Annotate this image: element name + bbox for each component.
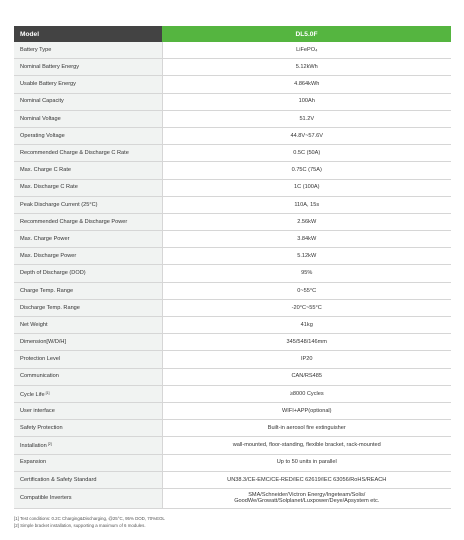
spec-label-text: Nominal Battery Energy (20, 64, 80, 71)
spec-label (14, 488, 162, 508)
spec-value: Built-in aerosol fire extinguisher (162, 420, 451, 437)
spec-label-text: Max. Discharge Power (20, 253, 77, 260)
spec-label-text: Compatible Inverters (20, 495, 72, 502)
spec-label-text: Battery Type (20, 46, 52, 53)
spec-value: 0.75C (75A) (162, 162, 451, 179)
spec-label (14, 76, 162, 93)
spec-label-text: Protection Level (20, 356, 61, 363)
footnote-1: [1] Test conditions: 0.2C Charging&Discharging, @25°C, 95% DOD, 70%EOL (14, 515, 165, 521)
spec-value (162, 488, 451, 508)
spec-value: 95% (162, 265, 451, 282)
spec-value: 41kg (162, 317, 451, 334)
footnote-2: [2] Simple bracket installation, supporting a maximum of 6 modules. (14, 523, 146, 529)
spec-label-text: Installation (20, 443, 47, 450)
spec-value: 1C (100A) (162, 179, 451, 196)
spec-label (14, 93, 162, 110)
spec-value: ≥8000 Cycles (162, 385, 451, 402)
footnotes (14, 515, 451, 530)
spec-sheet (14, 26, 451, 530)
spec-value: 110A, 15s (162, 196, 451, 213)
footnote-ref: [1] (45, 390, 50, 395)
table-row (14, 42, 451, 59)
spec-value: UN38.3/CE-EMC/CE-RED/IEC 62619/IEC 63056/RoHS/REACH (162, 471, 451, 488)
spec-value: 51.2V (162, 110, 451, 127)
spec-label-text: Charge Temp. Range (20, 287, 74, 294)
spec-label (14, 213, 162, 230)
table-row (14, 213, 451, 230)
spec-label (14, 385, 162, 402)
spec-label (14, 471, 162, 488)
spec-label-text: Dimension[W/D/H] (20, 339, 67, 346)
spec-label (14, 127, 162, 144)
spec-label (14, 437, 162, 454)
spec-label (14, 110, 162, 127)
spec-value: 5.12kW (162, 248, 451, 265)
spec-label-text: Recommended Charge & Discharge C Rate (20, 150, 129, 157)
table-row (14, 248, 451, 265)
spec-label-text: Net Weight (20, 321, 48, 328)
table-row (14, 93, 451, 110)
spec-label-text: Max. Charge Power (20, 235, 70, 242)
table-row (14, 179, 451, 196)
spec-value: LiFePO₄ (162, 42, 451, 59)
spec-value: 3.84kW (162, 231, 451, 248)
spec-label-text: User interface (20, 407, 55, 414)
spec-value: 345/548/146mm (162, 334, 451, 351)
spec-value: IP20 (162, 351, 451, 368)
spec-value: Up to 50 units in parallel (162, 454, 451, 471)
spec-label-text: Max. Charge C Rate (20, 167, 71, 174)
table-row (14, 437, 451, 454)
spec-label (14, 179, 162, 196)
spec-label (14, 265, 162, 282)
table-row (14, 299, 451, 316)
spec-label (14, 145, 162, 162)
spec-label-text: Depth of Discharge (DOD) (20, 270, 86, 277)
footnote-ref: [2] (47, 442, 52, 447)
spec-label (14, 282, 162, 299)
table-row (14, 282, 451, 299)
spec-label-text: Max. Discharge C Rate (20, 184, 78, 191)
spec-value: 100Ah (162, 93, 451, 110)
spec-value: 2.56kW (162, 213, 451, 230)
table-row (14, 420, 451, 437)
spec-value: 0~55°C (162, 282, 451, 299)
spec-label-text: Peak Discharge Current (25°C) (20, 201, 98, 208)
spec-value-line: SMA/Schneider/Victron Energy/Ingeteam/Solis/ (248, 491, 366, 498)
spec-value: 5.12kWh (162, 59, 451, 76)
table-row (14, 471, 451, 488)
spec-label (14, 248, 162, 265)
table-row (14, 351, 451, 368)
table-row (14, 231, 451, 248)
spec-label-text: Expansion (20, 459, 47, 466)
table-row (14, 488, 451, 508)
spec-label (14, 420, 162, 437)
spec-label (14, 368, 162, 385)
spec-label (14, 162, 162, 179)
table-row (14, 145, 451, 162)
table-row (14, 196, 451, 213)
spec-label-text: Nominal Voltage (20, 115, 61, 122)
spec-label-text: Recommended Charge & Discharge Power (20, 218, 128, 225)
spec-table (14, 26, 451, 509)
spec-value: wall-mounted, floor-standing, flexible bracket, rack-mounted (162, 437, 451, 454)
spec-value-line: GoodWe/Growatt/Solplanet/Luxpower/Deye/Apsystem etc. (234, 498, 380, 505)
spec-label-text: Usable Battery Energy (20, 81, 76, 88)
spec-label (14, 317, 162, 334)
spec-label (14, 42, 162, 59)
spec-label (14, 196, 162, 213)
spec-label (14, 351, 162, 368)
spec-label (14, 59, 162, 76)
spec-label (14, 231, 162, 248)
spec-label-text: Operating Voltage (20, 132, 65, 139)
table-row (14, 368, 451, 385)
spec-value: 44.8V~57.6V (162, 127, 451, 144)
header-model-label: Model (14, 26, 162, 42)
spec-value: -20°C~55°C (162, 299, 451, 316)
table-row (14, 76, 451, 93)
spec-label (14, 334, 162, 351)
header-product-name: DL5.0F (162, 26, 451, 42)
table-row (14, 317, 451, 334)
spec-value: 0.5C (50A) (162, 145, 451, 162)
table-row (14, 59, 451, 76)
spec-table-body (14, 42, 451, 508)
table-row (14, 385, 451, 402)
spec-label-text: Nominal Capacity (20, 98, 64, 105)
table-row (14, 127, 451, 144)
spec-label (14, 299, 162, 316)
table-row (14, 334, 451, 351)
spec-label-text: Discharge Temp. Range (20, 304, 80, 311)
spec-label-text: Certification & Safety Standard (20, 476, 97, 483)
table-header-row (14, 26, 451, 42)
spec-value: 4.864kWh (162, 76, 451, 93)
spec-value: CAN/RS485 (162, 368, 451, 385)
spec-label-text: Cycle Life (20, 391, 45, 398)
table-row (14, 162, 451, 179)
spec-label (14, 454, 162, 471)
table-row (14, 265, 451, 282)
spec-label-text: Safety Protection (20, 425, 63, 432)
table-row (14, 454, 451, 471)
spec-value: WIFI+APP(optional) (162, 402, 451, 419)
table-row (14, 402, 451, 419)
table-row (14, 110, 451, 127)
spec-label-text: Communication (20, 373, 59, 380)
spec-label (14, 402, 162, 419)
